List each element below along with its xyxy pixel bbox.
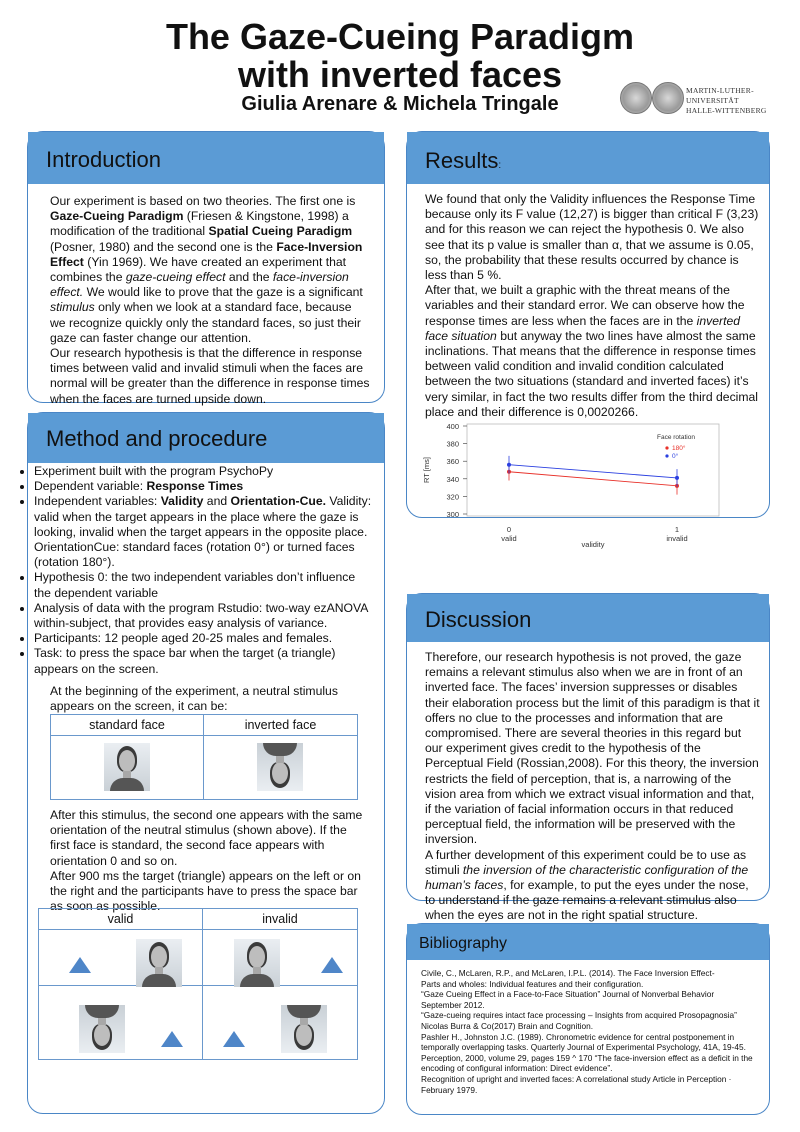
procedure-text: After this stimulus, the second one appears with the same orientation of the neutral stimulus (shown above). If the first face is standard, the second face appears with orientation 0 and so on. After 900 ms the target (triangle) appears on the left or on the right and the participants have to press the space bar as soon as possible. (50, 808, 363, 914)
bullet-item: • Task: to press the space bar when the target (a triangle) appears on the screen. (34, 646, 372, 676)
x-tick-label: 0 (506, 525, 512, 534)
table-header: invalid (203, 909, 357, 930)
triangle-target-icon (321, 957, 343, 973)
title-line-1: The Gaze-Cueing Paradigm (165, 16, 635, 57)
bibliography-line: “Gaze Cueing Effect in a Face-to-Face Situation” Journal of Nonverbal Behavior (421, 989, 715, 1000)
legend-label: 180° (672, 445, 686, 452)
section-heading: Introduction (28, 132, 384, 184)
triangle-target-icon (69, 957, 91, 973)
table-header: standard face (51, 715, 203, 736)
bibliography-line: “Gaze-cueing requires intact face processing – Insights from acquired Prosopagnosia” (421, 1010, 737, 1021)
data-point (507, 463, 511, 467)
y-tick-label: 400 (446, 422, 459, 431)
data-point (675, 476, 679, 480)
inverted-face-image (79, 1005, 125, 1053)
university-logo (620, 82, 785, 116)
bullet-item: • Analysis of data with the program Rstudio: two-way ezANOVA within-subject, that provides easy analysis of variance. (34, 601, 372, 631)
bibliography-line: Pashler H., Johnston J.C. (1989). Chronometric evidence for central postponement in (421, 1031, 735, 1042)
discussion-text: Therefore, our research hypothesis is not proved, the gaze remains a relevant stimulus also when we are in front of an inverted face. The faces’ inversion suppresses or disables their elaboration process but the limit of this paradigm is that it offers no clue to the processes and information that are compromised. There are several theories in this regard but our experiment gives credit to the hypothesis of the Perceptual Field (Rossian,2008). For this theory, the inversion restricts the field of perception, that is, a narrowing of the vision area from which we extract visual information and that, if the variation of facial information occurs in that reduced perceptual field, the information will be preserved with the inversion. A further development of this experiment could be to use as stimuli the inversion of the characteristic configuration of the human’s faces, for example, to put the eyes under the nose, to understand if the gaze remains a relevant stimulus also when the eyes are not in the right spatial structure. (425, 650, 760, 923)
title-line-2: with inverted faces (237, 54, 563, 95)
table-header: inverted face (204, 715, 357, 736)
triangle-target-icon (223, 1031, 245, 1047)
section-heading: Bibliography (407, 924, 769, 960)
table-header: valid (39, 909, 202, 930)
inverted-face-image (257, 743, 303, 791)
method-bullets (14, 464, 372, 677)
neutral-stimulus-table (50, 714, 358, 800)
series-line (509, 472, 677, 486)
seal-icon (620, 82, 652, 114)
inverted-face-image (281, 1005, 327, 1053)
legend-title: Face rotation (657, 434, 695, 441)
results-panel (406, 131, 770, 549)
y-tick-label: 300 (446, 510, 459, 519)
triangle-target-icon (161, 1031, 183, 1047)
bibliography-line: Parts and wholes: Individual features and their configuration. (421, 978, 644, 989)
y-tick-label: 340 (446, 474, 459, 484)
series-line (509, 465, 677, 478)
introduction-paragraph-1: Our experiment is based on two theories. The first one is Gaze-Cueing Paradigm (Friesen & Kingstone, 1998) a modification of the traditional Spatial Cueing Paradigm (Posner, 1980) and the second one is the Face-Inversion Effect (Yin 1969). We have created an experiment that combines the gaze-cueing effect and the face-inversion effect. We would like to prove that the gaze is a significant stimulus only when we look at a standard face, because we recognize quickly only the standard faces, so just their gaze can faster change our attention. (50, 194, 363, 345)
bullet-item: • Participants: 12 people aged 20-25 males and females. (34, 631, 372, 646)
legend-label: 0° (672, 453, 679, 460)
bibliography-line: encoding of configural information: Direct evidence”. (421, 1063, 613, 1074)
bibliography-panel (406, 923, 770, 1115)
bullet-item: • Experiment built with the program PsychoPy (34, 464, 372, 479)
bibliography-line: Perception, 2000, volume 29, pages 159 ^ 170 “The face-inversion effect as a deficit in the (421, 1052, 753, 1063)
bibliography-line: Nicolas Burra & Co(2017) Brain and Cognition. (421, 1020, 594, 1031)
target-condition-table (38, 908, 358, 1060)
bibliography-line: September 2012. (421, 999, 485, 1010)
y-tick-label: 320 (446, 492, 459, 502)
bullet-item: • Independent variables: Validity and Orientation-Cue. Validity: valid when the target appears in the place where the gaze is looking, invalid when the target appears in the opposite place. OrientationCue: standard faces (rotation 0°) or turned faces (rotation 180°). (34, 494, 372, 570)
bibliography-line: February 1979. (421, 1084, 478, 1095)
bullet-item: • Dependent variable: Response Times (34, 479, 372, 494)
bibliography-line: temporally overlapping tasks. Quarterly Journal of Experimental Psychology, 41A, 19-45. (421, 1042, 746, 1053)
discussion-panel (406, 593, 770, 923)
introduction-text (50, 194, 370, 407)
x-category-label: valid (501, 534, 517, 543)
bibliography-line: Civile, C., McLaren, R.P., and McLaren, I.P.L. (2014). The Face Inversion Effect- (421, 968, 715, 978)
y-tick-label: 380 (446, 439, 459, 449)
bibliography-list (421, 968, 761, 1095)
standard-face-image (136, 939, 182, 987)
seal-icon (652, 82, 684, 114)
legend-marker (665, 446, 668, 449)
legend-marker (665, 454, 668, 457)
bullet-item: • Hypothesis 0: the two independent variables don’t influence the dependent variable (34, 570, 372, 600)
university-name: MARTIN-LUTHER-UNIVERSITÄT HALLE-WITTENBERG (686, 86, 767, 115)
section-heading: Method and procedure (28, 413, 384, 463)
x-tick-label: 1 (674, 525, 680, 534)
authors: Giulia Arenare & Michela Tringale (241, 93, 559, 115)
section-heading: Discussion (407, 594, 769, 642)
section-heading: Results: (407, 132, 769, 184)
bibliography-line: Recognition of upright and inverted faces: A correlational study Article in Perception · (421, 1073, 732, 1084)
x-axis-label: validity (581, 540, 605, 549)
standard-face-image (104, 743, 150, 791)
y-axis-label: RT [ms] (422, 457, 431, 483)
y-tick-label: 360 (446, 457, 459, 467)
introduction-panel (27, 131, 385, 406)
neutral-stimulus-text: At the beginning of the experiment, a neutral stimulus appears on the screen, it can be: (50, 684, 338, 714)
introduction-paragraph-2: Our research hypothesis is that the difference in response times between valid and invalid stimuli when the faces are normal will be greater than the difference in response times when the faces are turned upside down. (50, 346, 370, 406)
rt-line-chart (407, 414, 769, 554)
results-text: We found that only the Validity influences the Response Time because only its F value (12,27) is bigger than critical F (3,23) and for this reason we can reject the hypothesis 0. We also see that its p value is smaller than α, that we assume is 0.05, so, the probability that these results occurred by chance is less than 5 %. After that, we built a graphic with the threat means of the variables and their standard error. We can observe how the response times are less when the faces are in the inverted face situation but anyway the two lines have almost the same inclinations. That means that the difference in response times between valid condition and invalid condition calculated between the two situations (standard and inverted faces) it’s very similar, in fact the two results differ from the third decimal place and their difference is 0,0020266. (425, 192, 759, 419)
standard-face-image (234, 939, 280, 987)
x-category-label: invalid (666, 534, 688, 543)
